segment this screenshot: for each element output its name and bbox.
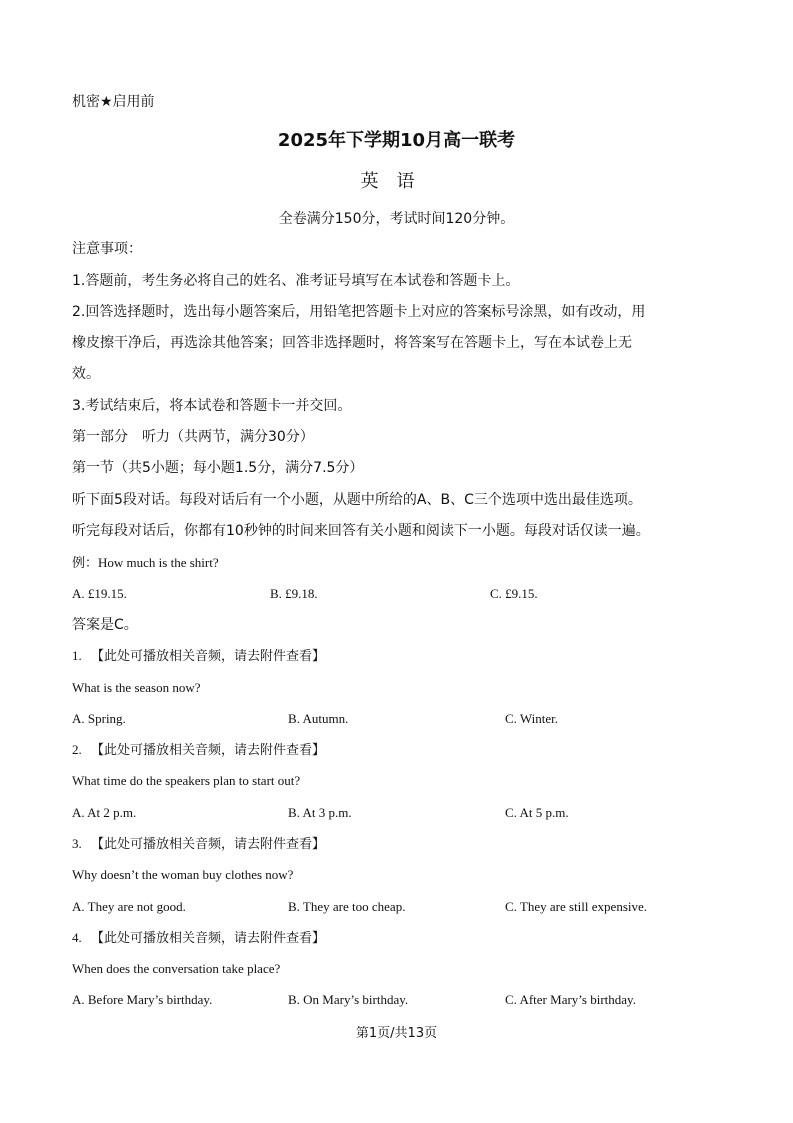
question-3-text: Why doesn’t the woman buy clothes now? [72, 867, 294, 882]
audio-note[interactable]: 【此处可播放相关音频，请去附件查看】 [91, 931, 326, 946]
question-number: 1. [72, 648, 82, 663]
example-option-a: A. £19.15. [72, 586, 127, 601]
option-b: B. At 3 p.m. [288, 805, 352, 820]
option-b: B. They are too cheap. [288, 899, 406, 914]
section-one-heading: 第一节（共5小题；每小题1.5分，满分7.5分） [72, 460, 364, 476]
notice-item-1: 1.答题前，考生务必将自己的姓名、准考证号填写在本试卷和答题卡上。 [72, 273, 520, 289]
exam-title: 2025年下学期10月高一联考 [277, 130, 516, 151]
question-2-text: What time do the speakers plan to start out? [72, 773, 301, 788]
notice-item-2-line-2: 橡皮擦干净后，再选涂其他答案；回答非选择题时，将答案写在答题卡上，写在本试卷上无 [72, 335, 632, 351]
subject-title: 英语 [360, 171, 433, 192]
notice-heading: 注意事项： [72, 241, 142, 257]
example-option-c: C. £9.15. [490, 586, 538, 601]
instruction-line-1: 听下面5段对话。每段对话后有一个小题，从题中所给的A、B、C三个选项中选出最佳选项。 [72, 492, 642, 508]
question-1-header [72, 648, 325, 665]
question-3-header [72, 836, 325, 853]
page-footer: 第1页/共13页 [355, 1026, 438, 1041]
question-number: 3. [72, 836, 82, 851]
notice-item-3: 3.考试结束后，将本试卷和答题卡一并交回。 [72, 398, 352, 414]
question-2-header [72, 742, 325, 759]
question-number: 2. [72, 742, 82, 757]
audio-note[interactable]: 【此处可播放相关音频，请去附件查看】 [91, 743, 326, 758]
score-info: 全卷满分150分，考试时间120分钟。 [278, 211, 515, 227]
secret-label: 机密★启用前 [72, 94, 155, 110]
audio-note[interactable]: 【此处可播放相关音频，请去附件查看】 [91, 649, 326, 664]
option-c: C. At 5 p.m. [505, 805, 569, 820]
notice-item-2-line-1: 2.回答选择题时，选出每小题答案后，用铅笔把答题卡上对应的答案标号涂黑，如有改动，用 [72, 304, 646, 320]
option-a: A. Spring. [72, 711, 126, 726]
option-a: A. They are not good. [72, 899, 186, 914]
option-b: B. Autumn. [288, 711, 349, 726]
option-c: C. After Mary’s birthday. [505, 992, 636, 1007]
question-number: 4. [72, 930, 82, 945]
example-answer: 答案是C。 [72, 617, 138, 633]
example-question: 例：How much is the shirt? [72, 555, 219, 570]
option-c: C. Winter. [505, 711, 559, 726]
question-1-text: What is the season now? [72, 680, 201, 695]
option-a: A. Before Mary’s birthday. [72, 992, 213, 1007]
question-4-header [72, 930, 325, 947]
option-c: C. They are still expensive. [505, 899, 648, 914]
question-4-text: When does the conversation take place? [72, 961, 281, 976]
option-a: A. At 2 p.m. [72, 805, 137, 820]
audio-note[interactable]: 【此处可播放相关音频，请去附件查看】 [91, 837, 326, 852]
option-b: B. On Mary’s birthday. [288, 992, 409, 1007]
example-option-b: B. £9.18. [270, 586, 318, 601]
part-one-heading: 第一部分 听力（共两节，满分30分） [72, 429, 314, 445]
instruction-line-2: 听完每段对话后，你都有10秒钟的时间来回答有关小题和阅读下一小题。每段对话仅读一遍。 [72, 523, 650, 539]
notice-item-2-line-3: 效。 [72, 366, 100, 382]
